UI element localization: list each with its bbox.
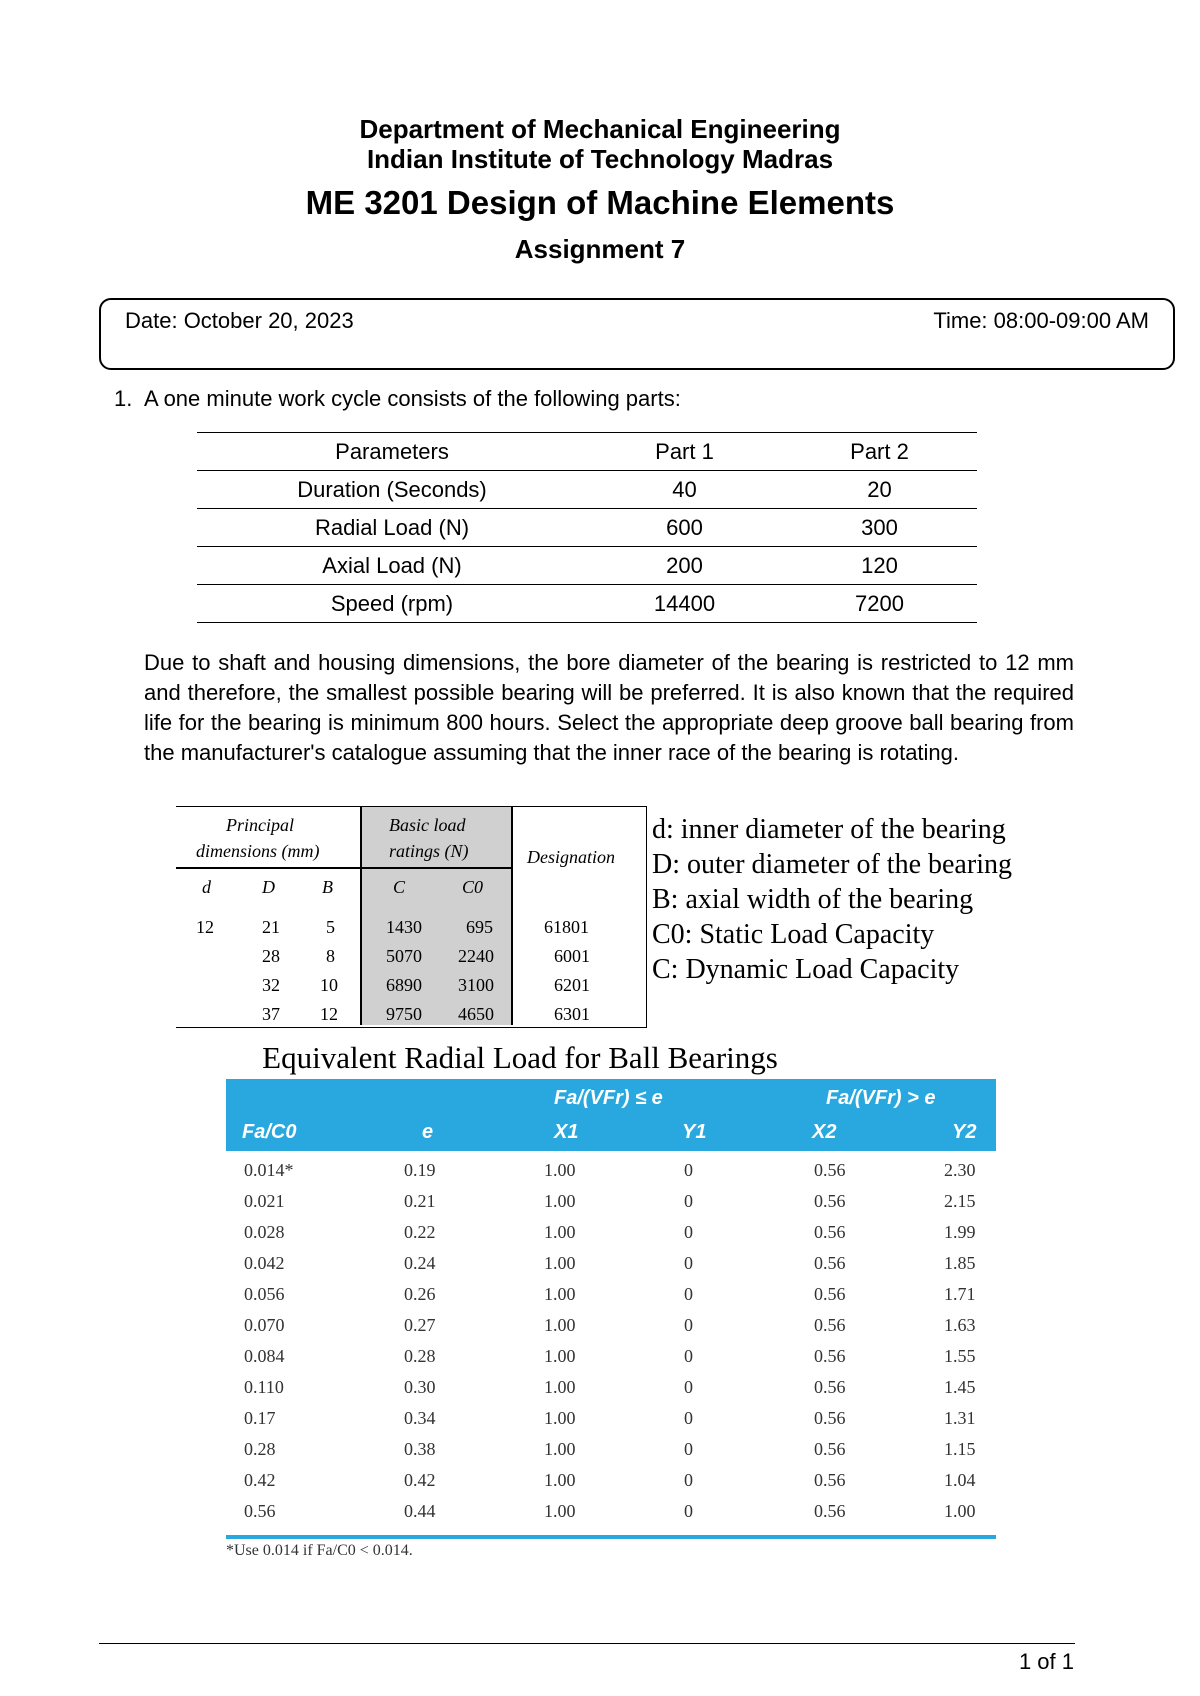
catalogue-cell: 5 [326,917,335,937]
table-cell: 0 [684,1191,693,1211]
table-cell: 0.28 [404,1346,436,1366]
table-cell: 1.00 [544,1377,576,1397]
table-cell: 0.070 [244,1315,285,1335]
table-cell: Speed (rpm) [330,590,454,616]
table-header-row [197,433,977,471]
table-row [226,1315,996,1346]
table-cell: 0.21 [404,1191,436,1211]
table-cell: 0.34 [404,1408,436,1428]
col-y1-label: Y1 [682,1121,707,1143]
catalogue-cell: 3100 [458,975,494,995]
catalogue-cell: 10 [320,975,338,995]
table-cell: 1.99 [944,1222,976,1242]
catalogue-cell: 32 [262,975,280,995]
table-cell: Radial Load (N) [314,514,470,540]
table-row [226,1470,996,1501]
table-row [226,1284,996,1315]
table-cell: 1.00 [544,1439,576,1459]
bearing-legend [652,812,1012,987]
table-cell: Axial Load (N) [322,552,462,578]
table-cell: 0.30 [404,1377,436,1397]
table-cell: 0.27 [404,1315,436,1335]
table-cell: 0.56 [814,1253,846,1273]
legend-item: C: Dynamic Load Capacity [652,954,960,985]
table-header-cell: Parameters [335,438,449,464]
table-cell: 0 [684,1470,693,1490]
table-cell: 1.00 [544,1284,576,1304]
table-cell: 0.56 [814,1222,846,1242]
table-cell: 1.00 [544,1501,576,1521]
exam-time: Time: 08:00-09:00 AM [933,308,1149,333]
table-cell: 1.00 [544,1222,576,1242]
table-cell: 0.56 [814,1408,846,1428]
catalogue-divider [360,807,362,1025]
table-cell: 0 [684,1160,693,1180]
col-ratio-label: Fa/C0 [242,1121,297,1143]
table-cell: 0 [684,1222,693,1242]
catalogue-header-line [176,867,511,869]
catalogue-col-B: B [322,877,333,897]
catalogue-group2-label: Basic load [389,815,466,835]
table-cell: 2.15 [944,1191,976,1211]
table-cell: 0.56 [814,1501,846,1521]
legend-item: d: inner diameter of the bearing [652,814,1006,845]
table-cell: 0.42 [244,1470,276,1490]
table-cell: 0 [684,1439,693,1459]
legend-item: D: outer diameter of the bearing [652,849,1012,880]
table-row [197,585,977,623]
table-cell: 0 [684,1377,693,1397]
table-row [197,509,977,547]
catalogue-cell: 6301 [554,1004,590,1024]
designation-label: Designation [527,847,615,867]
col-x1-label: X1 [554,1121,579,1143]
table-cell: 120 [861,552,898,578]
catalogue-cell: 61801 [544,917,589,937]
table-cell: 20 [867,476,892,502]
table-cell: 0.17 [244,1408,276,1428]
equivalent-load-rows [226,1160,996,1532]
table-row [226,1408,996,1439]
table-cell: 0.28 [244,1439,276,1459]
table-cell: 1.00 [544,1470,576,1490]
table-cell: 0.56 [814,1346,846,1366]
table-cell: 0 [684,1346,693,1366]
catalogue-col-d: d [202,877,211,897]
table-cell: 300 [861,514,898,540]
table-cell: Duration (Seconds) [297,476,487,502]
table-cell: 0.56 [814,1377,846,1397]
catalogue-cell: 4650 [458,1004,494,1024]
catalogue-cell: 28 [262,946,280,966]
table-row [226,1160,996,1191]
table-cell: 0.014* [244,1160,294,1180]
table-cell: 1.00 [544,1408,576,1428]
question-intro: A one minute work cycle consists of the following parts: [144,386,681,411]
table-row [226,1191,996,1222]
table-cell: 0 [684,1315,693,1335]
table-row [226,1253,996,1284]
legend-item: C0: Static Load Capacity [652,919,935,950]
table-cell: 0.056 [244,1284,285,1304]
table-cell: 1.85 [944,1253,976,1273]
table-cell: 1.15 [944,1439,976,1459]
table-cell: 1.55 [944,1346,976,1366]
catalogue-cell: 5070 [386,946,422,966]
equivalent-load-header [226,1079,996,1151]
exam-date: Date: October 20, 2023 [125,308,354,333]
table-cell: 0 [684,1284,693,1304]
table-cell: 1.00 [544,1253,576,1273]
col-y2-label: Y2 [952,1121,977,1143]
table-cell: 0.028 [244,1222,285,1242]
table-cell: 0 [684,1501,693,1521]
table-header-cell: Part 2 [850,438,909,464]
catalogue-d-value: 12 [196,917,214,937]
catalogue-col-C: C [393,877,406,897]
condition-le-label: Fa/(VFr) ≤ e [554,1087,663,1109]
col-x2-label: X2 [812,1121,837,1143]
table-cell: 0.56 [814,1284,846,1304]
footer-rule [99,1643,1075,1644]
catalogue-cell: 8 [326,946,335,966]
table-cell: 0.26 [404,1284,436,1304]
catalogue-cell: 21 [262,917,280,937]
catalogue-col-C0: C0 [462,877,484,897]
footnote: *Use 0.014 if Fa/C0 < 0.014. [226,1542,413,1559]
table-row [197,547,977,585]
table-row [226,1377,996,1408]
table-cell: 0 [684,1408,693,1428]
table-cell: 1.31 [944,1408,976,1428]
table-cell: 1.00 [544,1191,576,1211]
catalogue-group1-label: Principal [226,815,294,835]
table-cell: 7200 [855,590,904,616]
institute-heading: Indian Institute of Technology Madras [366,144,834,174]
table-cell: 0.42 [404,1470,436,1490]
col-e-label: e [422,1121,434,1143]
work-cycle-table [197,432,977,623]
table-header-cell: Part 1 [655,438,714,464]
catalogue-cell: 695 [466,917,493,937]
catalogue-group2-label: ratings (N) [389,841,469,861]
condition-gt-label: Fa/(VFr) > e [826,1087,936,1109]
table-row [197,471,977,509]
table-cell: 0.24 [404,1253,436,1273]
catalogue-cell: 2240 [458,946,494,966]
question-paragraph: Due to shaft and housing dimensions, the bore diameter of the bearing is restricted to 12 mm and therefore, the smallest possible bearing will be preferred. It is also known that the required life for the bearing is minimum 800 hours. Select the appropriate deep groove ball bearing from the manufacturer's catalogue assuming that the inner race of the bearing is rotating. [144,650,1074,765]
table-cell: 200 [666,552,703,578]
catalogue-divider [511,807,513,1025]
catalogue-cell: 6201 [554,975,590,995]
table-cell: 600 [666,514,703,540]
table-row [226,1439,996,1470]
table-cell: 2.30 [944,1160,976,1180]
table-cell: 0.56 [814,1470,846,1490]
catalogue-col-D: D [262,877,275,897]
table-row [226,1501,996,1532]
catalogue-cell: 37 [262,1004,280,1024]
table-cell: 0 [684,1253,693,1273]
table-row [226,1222,996,1253]
catalogue-group1-label: dimensions (mm) [196,841,320,861]
table-cell: 0.021 [244,1191,285,1211]
date-time-box [99,298,1175,370]
catalogue-cell: 9750 [386,1004,422,1024]
table-cell: 14400 [653,590,716,616]
table-cell: 1.00 [544,1315,576,1335]
table-cell: 40 [672,476,697,502]
table-cell: 1.00 [544,1346,576,1366]
table-cell: 1.00 [944,1501,976,1521]
table-cell: 1.71 [944,1284,976,1304]
table-cell: 0.56 [814,1315,846,1335]
page-number: 1 of 1 [1018,1649,1074,1674]
table-cell: 0.38 [404,1439,436,1459]
table-bottom-rule [226,1535,996,1539]
table-cell: 0.56 [814,1191,846,1211]
course-title: ME 3201 Design of Machine Elements [305,184,895,221]
equivalent-load-title: Equivalent Radial Load for Ball Bearings [262,1040,778,1075]
table-cell: 0.56 [814,1439,846,1459]
table-cell: 0.44 [404,1501,436,1521]
table-row [226,1346,996,1377]
catalogue-cell: 1430 [386,917,422,937]
table-cell: 1.45 [944,1377,976,1397]
table-cell: 0.110 [244,1377,284,1397]
table-cell: 1.00 [544,1160,576,1180]
table-cell: 0.22 [404,1222,436,1242]
table-cell: 0.19 [404,1160,436,1180]
bearing-catalogue [176,806,647,1028]
table-cell: 0.56 [244,1501,276,1521]
table-cell: 1.63 [944,1315,976,1335]
table-cell: 1.04 [944,1470,976,1490]
catalogue-cell: 6890 [386,975,422,995]
department-heading: Department of Mechanical Engineering [359,114,841,144]
catalogue-cell: 12 [320,1004,338,1024]
table-cell: 0.042 [244,1253,285,1273]
table-cell: 0.084 [244,1346,285,1366]
table-cell: 0.56 [814,1160,846,1180]
question-number: 1. [114,386,133,411]
legend-item: B: axial width of the bearing [652,884,974,915]
catalogue-cell: 6001 [554,946,590,966]
assignment-title: Assignment 7 [514,234,686,264]
